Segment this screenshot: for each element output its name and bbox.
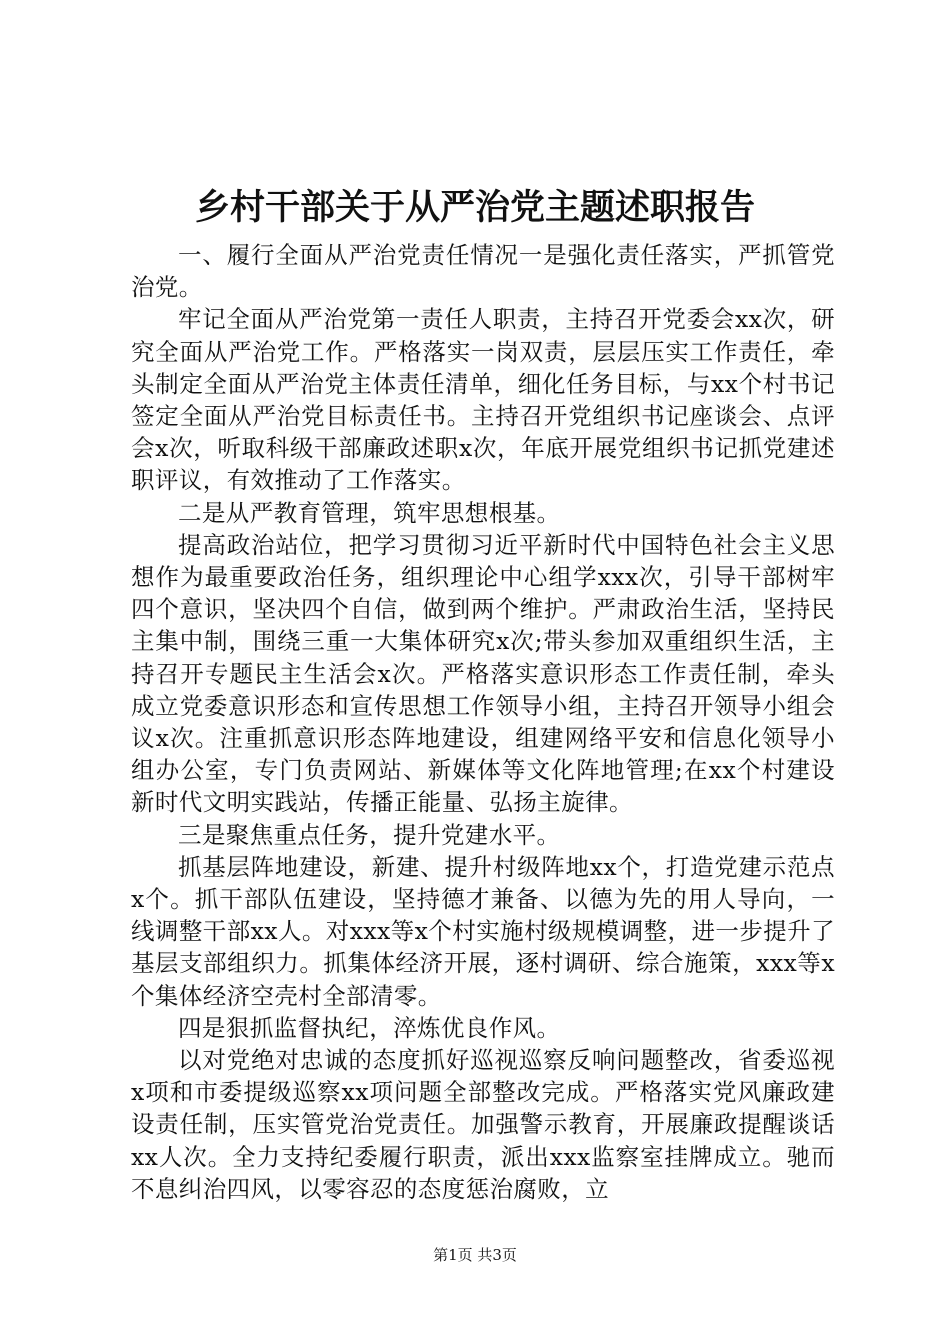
paragraph: 四是狠抓监督执纪，淬炼优良作风。 [178,1013,561,1042]
paragraph: 抓基层阵地建设，新建、提升村级阵地xx个，打造党建示范点x个。抓干部队伍建设，坚持德才兼备、以德为先的用人导向，一线调整干部xx人。对xxx等x个村实施村级规模调整，进一步提升了基层支部组织力。抓集体经济开展，逐村调研、综合施策，xxx等x个集体经济空壳村全部清零。 [131,852,835,1010]
paragraph: 提高政治站位，把学习贯彻习近平新时代中国特色社会主义思想作为最重要政治任务，组织理论中心组学xxx次，引导干部树牢四个意识，坚决四个自信，做到两个维护。严肃政治生活，坚持民主集中制，围绕三重一大集体研究x次;带头参加双重组织生活，主持召开专题民主生活会x次。严格落实意识形态工作责任制，牵头成立党委意识形态和宣传思想工作领导小组，主持召开领导小组会议x次。注重抓意识形态阵地建设，组建网络平安和信息化领导小组办公室，专门负责网站、新媒体等文化阵地管理;在xx个村建设新时代文明实践站，传播正能量、弘扬主旋律。 [131,530,835,817]
paragraph: 二是从严教育管理，筑牢思想根基。 [178,498,561,527]
document-title: 乡村干部关于从严治党主题述职报告 [194,187,755,228]
page-number-footer: 第1页 共3页 [433,1246,517,1264]
paragraph: 牢记全面从严治党第一责任人职责，主持召开党委会xx次，研究全面从严治党工作。严格落实一岗双责，层层压实工作责任，牵头制定全面从严治党主体责任清单，细化任务目标，与xx个村书记签定全面从严治党目标责任书。主持召开党组织书记座谈会、点评会x次，听取科级干部廉政述职x次，年底开展党组织书记抓党建述职评议，有效推动了工作落实。 [131,305,835,495]
paragraph: 以对党绝对忠诚的态度抓好巡视巡察反响问题整改，省委巡视x项和市委提级巡察xx项问题全部整改完成。严格落实党风廉政建设责任制，压实管党治党责任。加强警示教育，开展廉政提醒谈话xx人次。全力支持纪委履行职责，派出xxx监察室挂牌成立。驰而不息纠治四风，以零容忍的态度惩治腐败，立 [131,1046,835,1203]
paragraph: 三是聚焦重点任务，提升党建水平。 [178,820,561,849]
document-body [131,239,835,1205]
paragraph: 一、履行全面从严治党责任情况一是强化责任落实，严抓管党治党。 [131,241,835,302]
